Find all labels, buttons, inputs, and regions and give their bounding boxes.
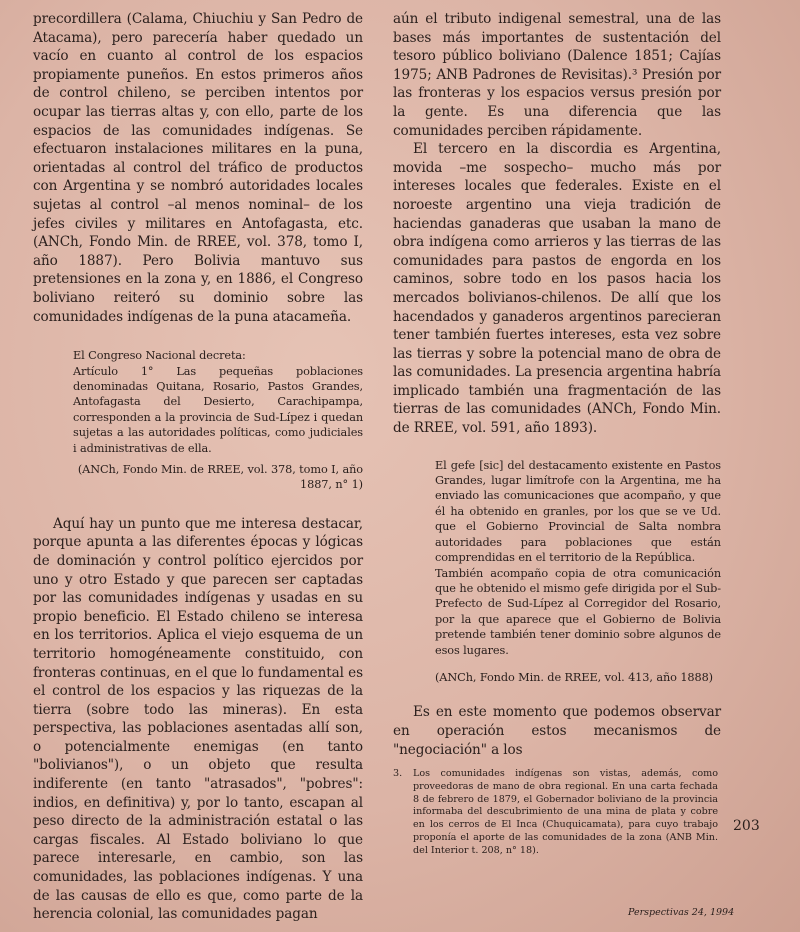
letter-citation: (ANCh, Fondo Min. de RREE, vol. 413, año 1888): [435, 670, 713, 684]
decree-article: Artículo 1° Las pequeñas poblaciones denominadas Quitana, Rosario, Pastos Grandes, Antofagasta del Desierto, Carachipampa, corresponden a la provincia de Sud-Lípez i quedan sujetas a las autoridades políticas, como judiciales i administrativas de ella.: [73, 364, 363, 455]
decree-heading: El Congreso Nacional decreta:: [73, 349, 246, 363]
page-number: 203: [733, 818, 760, 834]
decree-citation: (ANCh, Fondo Min. de RREE, vol. 378, tomo I, año 1887, n° 1): [77, 462, 363, 492]
footnote-number: 3.: [393, 768, 403, 779]
right-column: [393, 10, 721, 759]
left-paragraph-1: precordillera (Calama, Chiuchiu y San Pedro de Atacama), pero parecería haber quedado un vacío en cuanto al control de los espacios propiamente puneños. En estos primeros años de control chileno, se perciben intentos por ocupar las tierras altas y, con ello, parte de los espacios de las comunidades indígenas. Se efectuaron instalaciones militares en la puna, orientadas al control del tráfico de productos con Argentina y se nombró autoridades locales sujetas al control –al menos nominal– de los jefes civiles y militares en Antofagasta, etc. (ANCh, Fondo Min. de RREE, vol. 378, tomo I, año 1887). Pero Bolivia mantuvo sus pretensiones en la zona y, en 1886, el Congreso boliviano reiteró su dominio sobre las comunidades indígenas de la puna atacameña.: [33, 11, 363, 325]
left-column: [33, 10, 363, 924]
footnote-text: Los comunidades indígenas son vistas, además, como proveedoras de mano de obra regional. En una carta fechada 8 de febrero de 1879, el Gobernador boliviano de la provincia informaba del descubrimiento de una mina de plata y cobre en los cerros de El Inca (Chuquicamata), para cuyo trabajo proponía el aporte de las comunidades de la zona (ANB Min. del Interior t. 208, n° 18).: [413, 768, 718, 856]
letter-text-1: El gefe [sic] del destacamento existente en Pastos Grandes, lugar limítrofe con la Argentina, me ha enviado las comunicaciones que acompaño, y que él ha obtenido en granles, por los que se ve Ud. que el Gobierno Provincial de Salta nombra autoridades para poblaciones que están comprendidas en el territorio de la República.: [435, 458, 721, 565]
right-paragraph-3: Es en este momento que podemos observar en operación estos mecanismos de "negociación" a los: [393, 704, 721, 758]
footnote: [393, 768, 718, 858]
journal-name: Perspectivas 24, 1994: [628, 907, 735, 918]
right-paragraph-2: El tercero en la discordia es Argentina, movida –me sospecho– mucho más por intereses locales que federales. Existe en el noroeste argentino una vieja tradición de haciendas ganaderas que usaban la mano de obra indígena como arrieros y las tierras de las comunidades para pastos de engorda en los caminos, sobre todo en los pasos hacia los mercados bolivianos-chilenos. De allí que los hacendados y ganaderos argentinos parecieran tener también fuertes intereses, esta vez sobre las tierras y sobre la potencial mano de obra de las comunidades. La presencia argentina habría implicado también una fragmentación de las tierras de las comunidades (ANCh, Fondo Min. de RREE, vol. 591, año 1893).: [393, 141, 721, 437]
letter-quote: [435, 458, 721, 686]
letter-text-2: También acompaño copia de otra comunicación que he obtenido el mismo gefe dirigida por el Sub-Prefecto de Sud-Lípez al Corregidor del Rosario, por la que aparece que el Gobierno de Bolivia pretende también tener dominio sobre algunos de esos lugares.: [435, 566, 721, 657]
left-paragraph-2: Aquí hay un punto que me interesa destacar, porque apunta a las diferentes épocas y lógicas de dominación y control político ejercidos por uno y otro Estado y que parecen ser captadas por las comunidades indígenas y usadas en su propio beneficio. El Estado chileno se interesa en los territorios. Aplica el viejo esquema de un territorio homogéneamente constituido, con fronteras continuas, en el que lo fundamental es el control de los espacios y las riquezas de la tierra (sobre todo las mineras). En esta perspectiva, las poblaciones asentadas allí son, o potencialmente enemigas (en tanto "bolivianos"), o un objeto que resulta indiferente (en tanto "atrasados", "pobres": indios, en definitiva) y, por lo tanto, escapan al peso directo de la administración estatal o las cargas fiscales. Al Estado boliviano lo que parece interesarle, en cambio, son las comunidades, las poblaciones indígenas. Y una de las causas de ello es que, como parte de la herencia colonial, las comunidades pagan: [33, 515, 363, 923]
right-paragraph-1: aún el tributo indigenal semestral, una de las bases más importantes de sustentación del tesoro público boliviano (Dalence 1851; Cajías 1975; ANB Padrones de Revisitas).³ Presión por las fronteras y los espacios versus presión por la gente. Es una diferencia que las comunidades perciben rápidamente.: [393, 11, 721, 139]
decree-quote: [73, 348, 363, 493]
